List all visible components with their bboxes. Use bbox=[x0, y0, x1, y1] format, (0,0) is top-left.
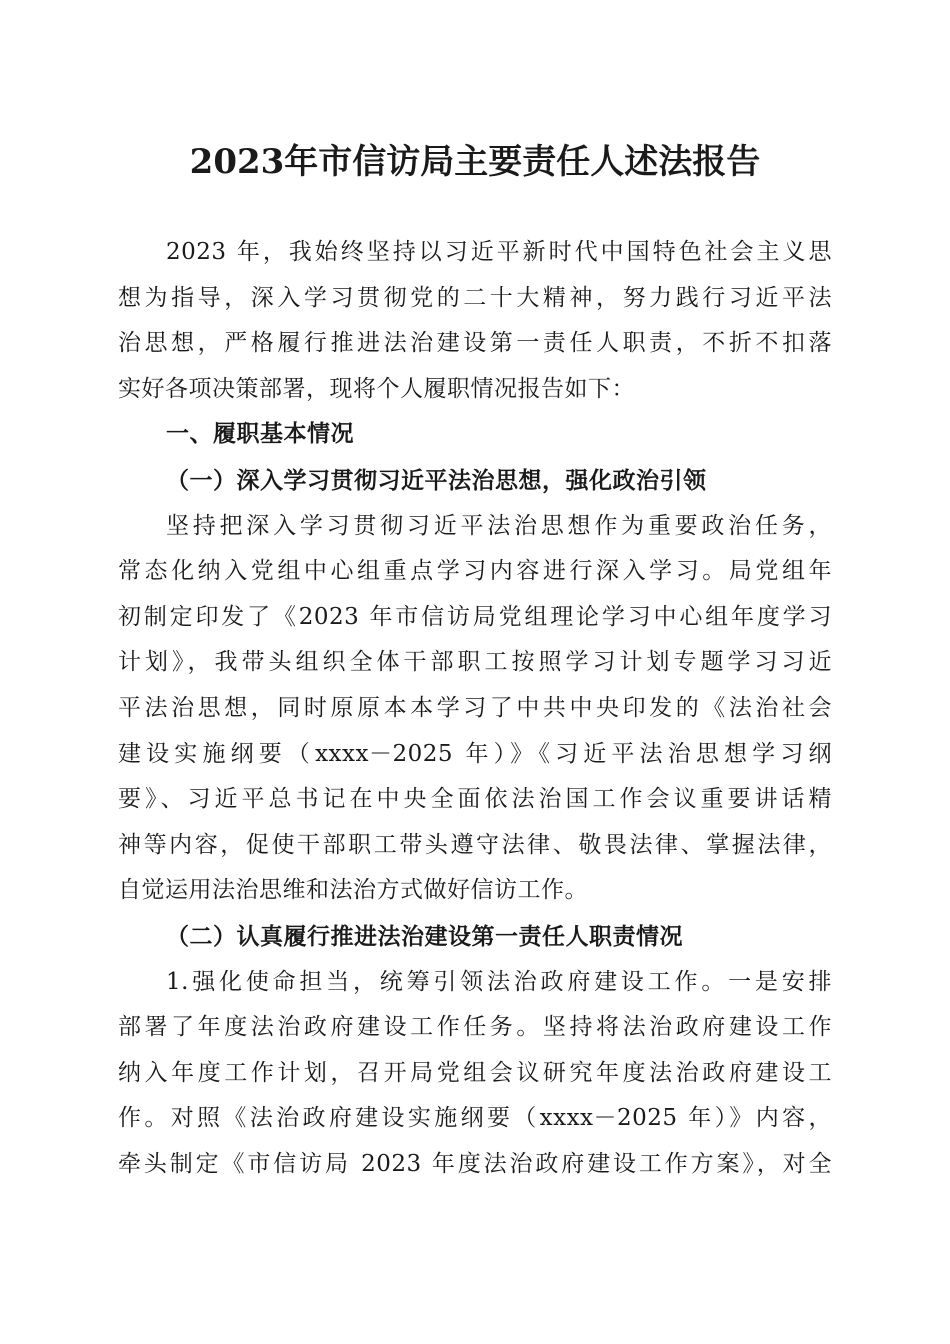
text-line: 建设实施纲要（xxxx－2025 年）》《习近平法治思想学习纲 bbox=[118, 740, 832, 767]
text-line: 纳入年度工作计划，召开局党组会议研究年度法治政府建设工 bbox=[118, 1059, 832, 1086]
text-line: 计划》，我带头组织全体干部职工按照学习计划专题学习习近 bbox=[118, 649, 832, 676]
document-body bbox=[118, 230, 832, 1187]
text-line: 要》、习近平总书记在中央全面依法治国工作会议重要讲话精 bbox=[118, 786, 832, 813]
subsection-2-paragraph bbox=[118, 960, 832, 1188]
text-line: 初制定印发了《2023 年市信访局党组理论学习中心组年度学习 bbox=[118, 603, 832, 630]
subsection-heading: （二）认真履行推进法治建设第一责任人职责情况 bbox=[166, 922, 683, 950]
text-line: 想为指导，深入学习贯彻党的二十大精神，努力践行习近平法 bbox=[118, 284, 832, 311]
text-line: 常态化纳入党组中心组重点学习内容进行深入学习。局党组年 bbox=[118, 558, 832, 585]
subsection-1-paragraph bbox=[118, 504, 832, 914]
text-line: 2023 年，我始终坚持以习近平新时代中国特色社会主义思 bbox=[166, 239, 832, 265]
text-line: 自觉运用法治思维和法治方式做好信访工作。 bbox=[118, 877, 588, 904]
subsection-heading: （一）深入学习贯彻习近平法治思想，强化政治引领 bbox=[166, 466, 707, 494]
text-line: 平法治思想，同时原原本本学习了中共中央印发的《法治社会 bbox=[118, 694, 832, 721]
text-line: 治思想，严格履行推进法治建设第一责任人职责，不折不扣落 bbox=[118, 330, 832, 357]
section-heading: 一、履职基本情况 bbox=[166, 421, 354, 448]
text-line: 作。对照《法治政府建设实施纲要（xxxx－2025 年）》内容， bbox=[118, 1105, 832, 1132]
document-title: 2023年市信访局主要责任人述法报告 bbox=[189, 142, 761, 182]
text-line: 牵头制定《市信访局 2023 年度法治政府建设工作方案》，对全 bbox=[118, 1150, 832, 1177]
text-line: 实好各项决策部署，现将个人履职情况报告如下： bbox=[118, 375, 635, 402]
text-line: 神等内容，促使干部职工带头遵守法律、敬畏法律、掌握法律， bbox=[118, 831, 832, 858]
text-line: 坚持把深入学习贯彻习近平法治思想作为重要政治任务， bbox=[166, 512, 832, 539]
text-line: 1.强化使命担当，统筹引领法治政府建设工作。一是安排 bbox=[166, 968, 832, 995]
text-line: 部署了年度法治政府建设工作任务。坚持将法治政府建设工作 bbox=[118, 1014, 832, 1041]
intro-paragraph bbox=[118, 230, 832, 412]
